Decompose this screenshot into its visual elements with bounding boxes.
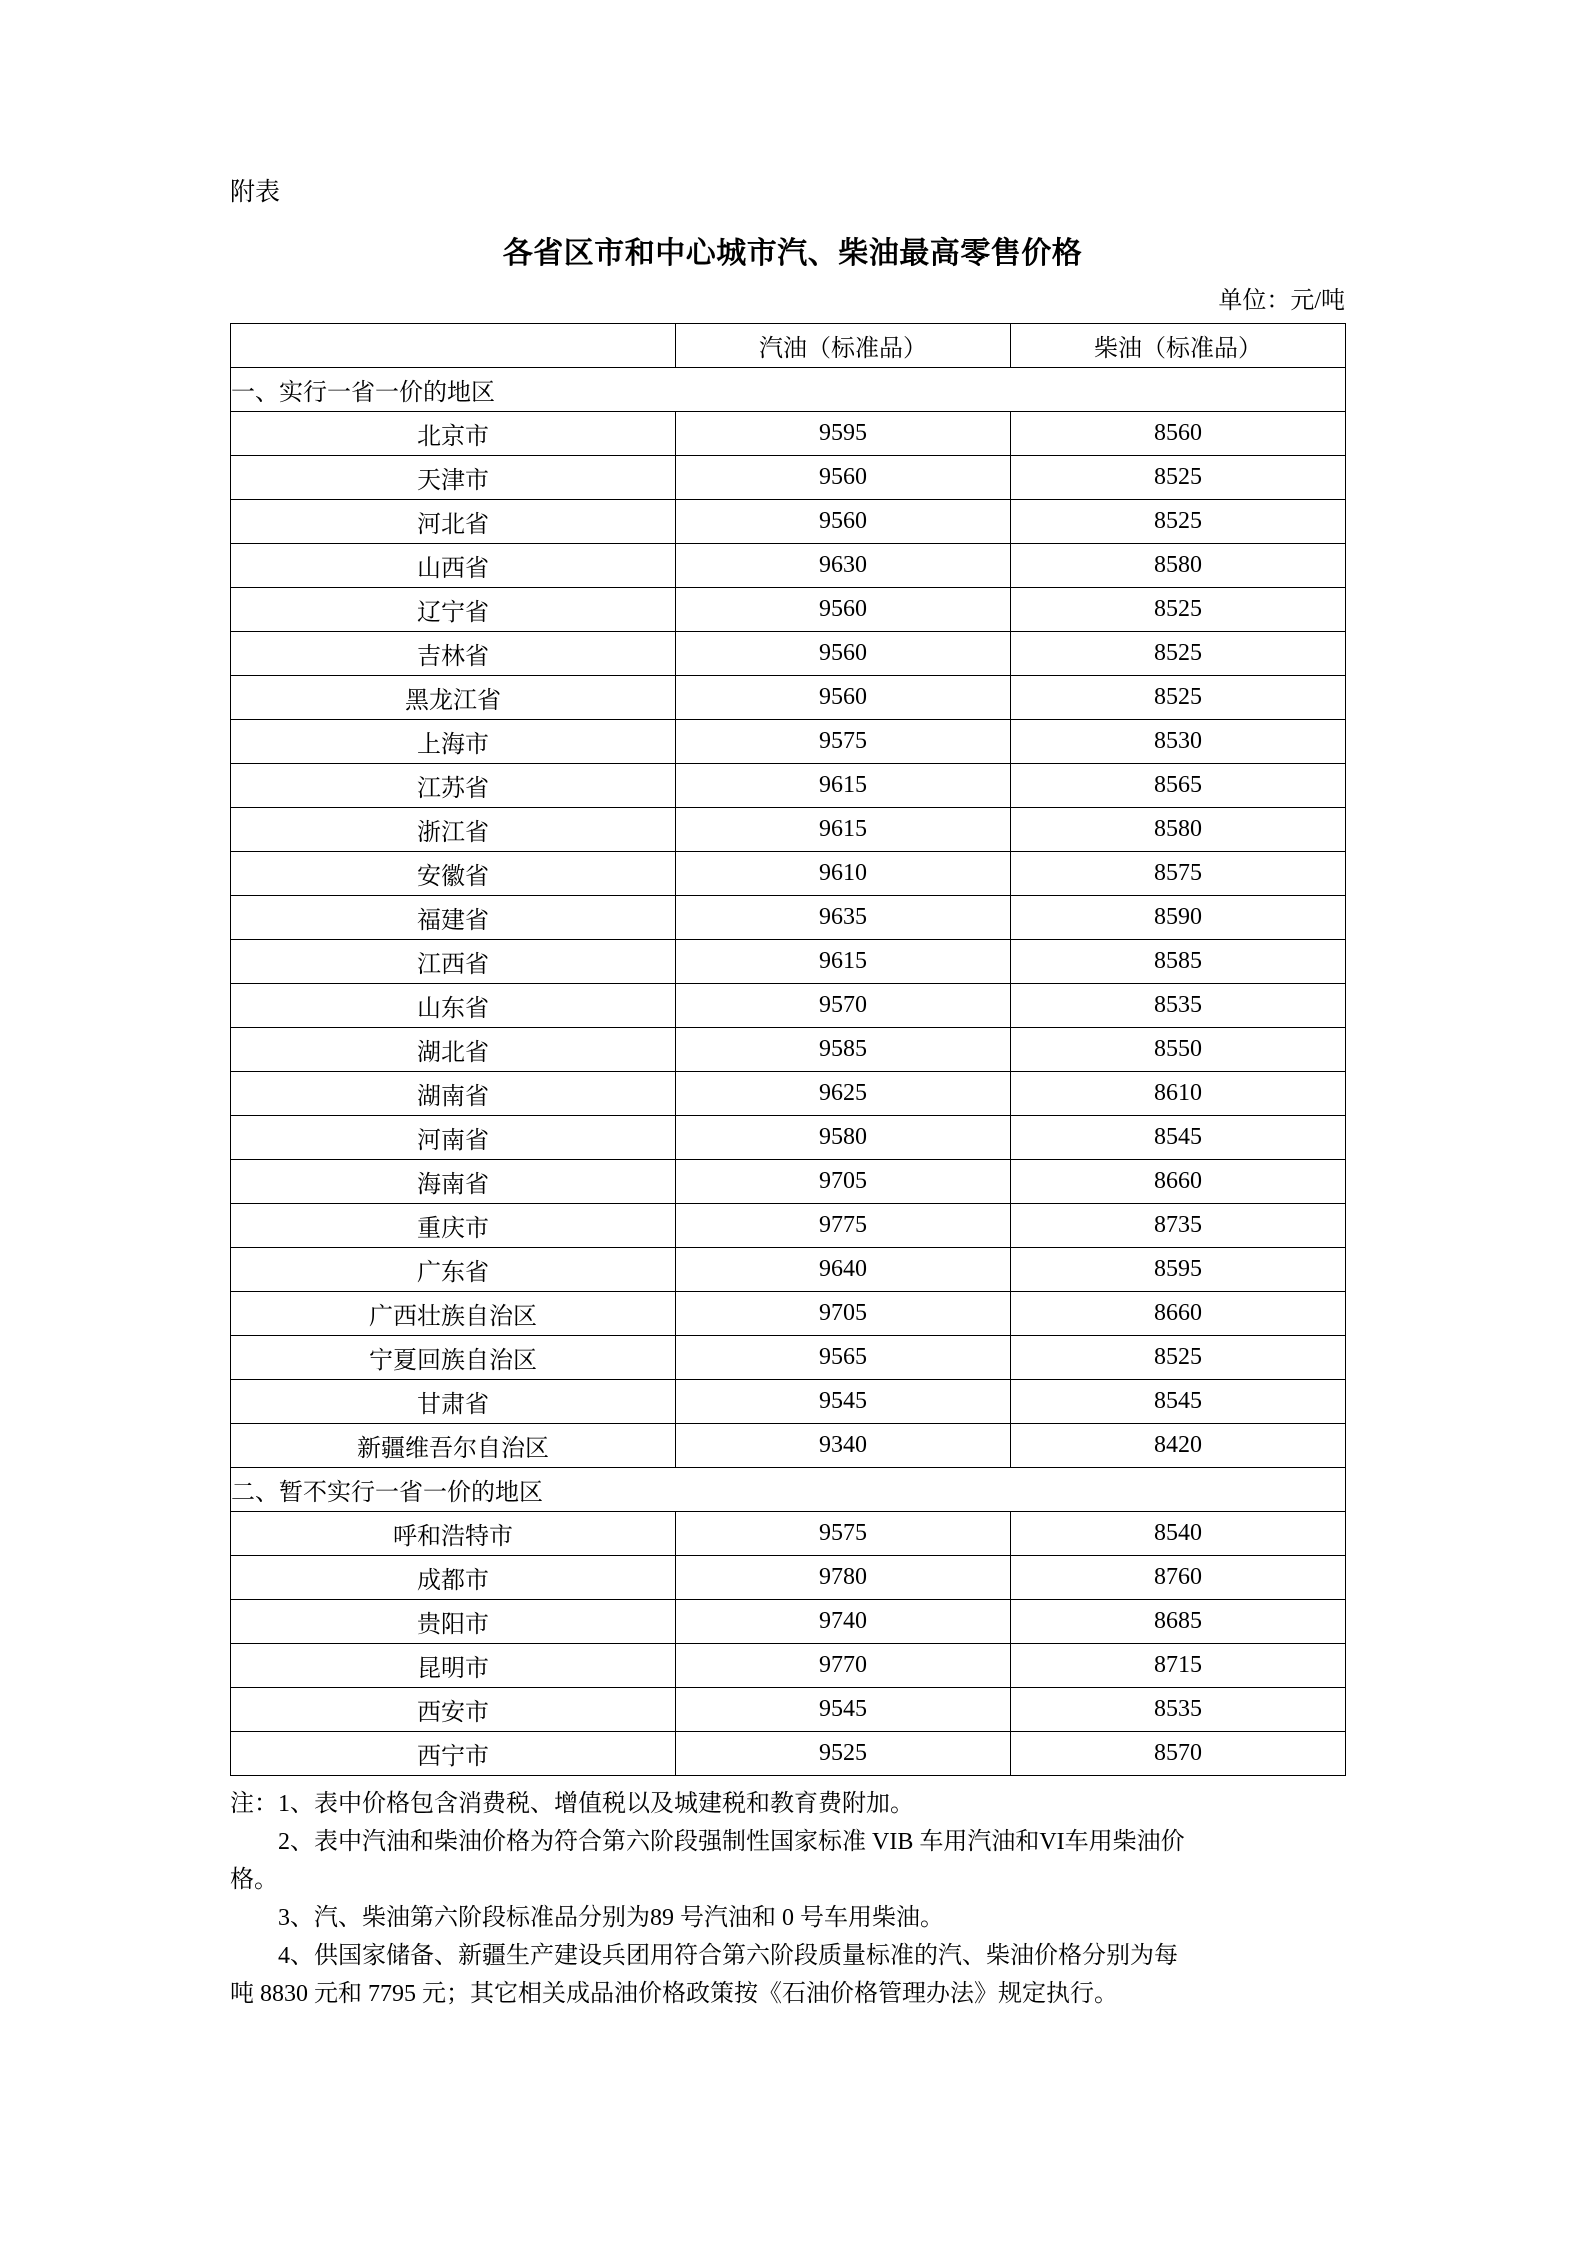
- table-header-blank: [231, 324, 676, 368]
- table-row: [231, 1028, 1346, 1072]
- diesel-price: 8735: [1011, 1204, 1346, 1248]
- diesel-price: 8570: [1011, 1732, 1346, 1776]
- gasoline-price: 9740: [676, 1600, 1011, 1644]
- region-name: 广西壮族自治区: [231, 1292, 676, 1336]
- region-name: 浙江省: [231, 808, 676, 852]
- gasoline-price: 9630: [676, 544, 1011, 588]
- note-3: 3、汽、柴油第六阶段标准品分别为89 号汽油和 0 号车用柴油。: [278, 1905, 944, 1931]
- diesel-price: 8575: [1011, 852, 1346, 896]
- diesel-price: 8560: [1011, 412, 1346, 456]
- gasoline-price: 9610: [676, 852, 1011, 896]
- gasoline-price: 9595: [676, 412, 1011, 456]
- table-section-row: [231, 368, 1346, 412]
- table-row: [231, 896, 1346, 940]
- diesel-price: 8660: [1011, 1160, 1346, 1204]
- region-name: 广东省: [231, 1248, 676, 1292]
- gasoline-price: 9775: [676, 1204, 1011, 1248]
- diesel-price: 8580: [1011, 808, 1346, 852]
- table-row: [231, 632, 1346, 676]
- region-name: 西宁市: [231, 1732, 676, 1776]
- table-row: [231, 1160, 1346, 1204]
- region-name: 江西省: [231, 940, 676, 984]
- gasoline-price: 9575: [676, 1512, 1011, 1556]
- gasoline-price: 9340: [676, 1424, 1011, 1468]
- region-name: 海南省: [231, 1160, 676, 1204]
- table-row: [231, 1424, 1346, 1468]
- table-header-gasoline: 汽油（标准品）: [676, 324, 1011, 368]
- note-2-continued: 格。: [230, 1867, 278, 1893]
- document-body: [230, 175, 1355, 2014]
- gasoline-price: 9640: [676, 1248, 1011, 1292]
- gasoline-price: 9560: [676, 456, 1011, 500]
- table-row: [231, 500, 1346, 544]
- gasoline-price: 9615: [676, 940, 1011, 984]
- table-row: [231, 1512, 1346, 1556]
- gasoline-price: 9545: [676, 1688, 1011, 1732]
- gasoline-price: 9770: [676, 1644, 1011, 1688]
- diesel-price: 8525: [1011, 1336, 1346, 1380]
- table-row: [231, 1248, 1346, 1292]
- diesel-price: 8535: [1011, 984, 1346, 1028]
- diesel-price: 8525: [1011, 588, 1346, 632]
- table-row: [231, 1336, 1346, 1380]
- gasoline-price: 9615: [676, 764, 1011, 808]
- region-name: 成都市: [231, 1556, 676, 1600]
- note-4-continued: 吨 8830 元和 7795 元；其它相关成品油价格政策按《石油价格管理办法》规定执行。: [230, 1981, 1118, 2007]
- diesel-price: 8550: [1011, 1028, 1346, 1072]
- note-1: 注：1、表中价格包含消费税、增值税以及城建税和教育费附加。: [230, 1791, 914, 1817]
- region-name: 天津市: [231, 456, 676, 500]
- table-row: [231, 852, 1346, 896]
- region-name: 贵阳市: [231, 1600, 676, 1644]
- region-name: 河北省: [231, 500, 676, 544]
- gasoline-price: 9615: [676, 808, 1011, 852]
- diesel-price: 8760: [1011, 1556, 1346, 1600]
- region-name: 辽宁省: [231, 588, 676, 632]
- table-row: [231, 1204, 1346, 1248]
- region-name: 安徽省: [231, 852, 676, 896]
- region-name: 湖北省: [231, 1028, 676, 1072]
- table-row: [231, 984, 1346, 1028]
- table-section-row: [231, 1468, 1346, 1512]
- section-label-1: 一、实行一省一价的地区: [231, 368, 1346, 412]
- gasoline-price: 9560: [676, 500, 1011, 544]
- diesel-price: 8610: [1011, 1072, 1346, 1116]
- diesel-price: 8715: [1011, 1644, 1346, 1688]
- table-row: [231, 1732, 1346, 1776]
- region-name: 山东省: [231, 984, 676, 1028]
- diesel-price: 8530: [1011, 720, 1346, 764]
- table-row: [231, 1072, 1346, 1116]
- page-title: 各省区市和中心城市汽、柴油最高零售价格: [502, 237, 1083, 270]
- attachment-label: 附表: [230, 179, 281, 206]
- table-header-row: [231, 324, 1346, 368]
- gasoline-price: 9565: [676, 1336, 1011, 1380]
- gasoline-price: 9525: [676, 1732, 1011, 1776]
- gasoline-price: 9705: [676, 1160, 1011, 1204]
- gasoline-price: 9560: [676, 632, 1011, 676]
- gasoline-price: 9560: [676, 588, 1011, 632]
- table-row: [231, 588, 1346, 632]
- diesel-price: 8595: [1011, 1248, 1346, 1292]
- note-2: 2、表中汽油和柴油价格为符合第六阶段强制性国家标准 VIB 车用汽油和VI车用柴油价: [278, 1829, 1185, 1855]
- table-row: [231, 940, 1346, 984]
- table-row: [231, 1380, 1346, 1424]
- diesel-price: 8535: [1011, 1688, 1346, 1732]
- region-name: 昆明市: [231, 1644, 676, 1688]
- gasoline-price: 9635: [676, 896, 1011, 940]
- diesel-price: 8580: [1011, 544, 1346, 588]
- table-row: [231, 1556, 1346, 1600]
- gasoline-price: 9780: [676, 1556, 1011, 1600]
- section-label-2: 二、暂不实行一省一价的地区: [231, 1468, 1346, 1512]
- region-name: 新疆维吾尔自治区: [231, 1424, 676, 1468]
- table-row: [231, 412, 1346, 456]
- gasoline-price: 9575: [676, 720, 1011, 764]
- region-name: 甘肃省: [231, 1380, 676, 1424]
- notes-section: [230, 1786, 1355, 2012]
- table-row: [231, 456, 1346, 500]
- diesel-price: 8565: [1011, 764, 1346, 808]
- region-name: 黑龙江省: [231, 676, 676, 720]
- table-row: [231, 808, 1346, 852]
- region-name: 重庆市: [231, 1204, 676, 1248]
- gasoline-price: 9705: [676, 1292, 1011, 1336]
- price-table: [230, 323, 1346, 1776]
- region-name: 江苏省: [231, 764, 676, 808]
- note-4: 4、供国家储备、新疆生产建设兵团用符合第六阶段质量标准的汽、柴油价格分别为每: [278, 1943, 1178, 1969]
- diesel-price: 8585: [1011, 940, 1346, 984]
- table-row: [231, 544, 1346, 588]
- table-row: [231, 1116, 1346, 1160]
- diesel-price: 8420: [1011, 1424, 1346, 1468]
- diesel-price: 8525: [1011, 456, 1346, 500]
- region-name: 西安市: [231, 1688, 676, 1732]
- table-row: [231, 1600, 1346, 1644]
- region-name: 上海市: [231, 720, 676, 764]
- gasoline-price: 9625: [676, 1072, 1011, 1116]
- diesel-price: 8540: [1011, 1512, 1346, 1556]
- region-name: 湖南省: [231, 1072, 676, 1116]
- table-row: [231, 1644, 1346, 1688]
- unit-label: 单位：元/吨: [1218, 288, 1345, 314]
- region-name: 呼和浩特市: [231, 1512, 676, 1556]
- diesel-price: 8685: [1011, 1600, 1346, 1644]
- region-name: 山西省: [231, 544, 676, 588]
- gasoline-price: 9545: [676, 1380, 1011, 1424]
- gasoline-price: 9560: [676, 676, 1011, 720]
- gasoline-price: 9570: [676, 984, 1011, 1028]
- table-row: [231, 676, 1346, 720]
- table-row: [231, 764, 1346, 808]
- diesel-price: 8545: [1011, 1116, 1346, 1160]
- table-row: [231, 1688, 1346, 1732]
- diesel-price: 8660: [1011, 1292, 1346, 1336]
- table-row: [231, 1292, 1346, 1336]
- table-row: [231, 720, 1346, 764]
- region-name: 宁夏回族自治区: [231, 1336, 676, 1380]
- region-name: 河南省: [231, 1116, 676, 1160]
- diesel-price: 8525: [1011, 676, 1346, 720]
- diesel-price: 8545: [1011, 1380, 1346, 1424]
- diesel-price: 8590: [1011, 896, 1346, 940]
- table-header-diesel: 柴油（标准品）: [1011, 324, 1346, 368]
- region-name: 吉林省: [231, 632, 676, 676]
- region-name: 福建省: [231, 896, 676, 940]
- diesel-price: 8525: [1011, 632, 1346, 676]
- region-name: 北京市: [231, 412, 676, 456]
- gasoline-price: 9585: [676, 1028, 1011, 1072]
- gasoline-price: 9580: [676, 1116, 1011, 1160]
- diesel-price: 8525: [1011, 500, 1346, 544]
